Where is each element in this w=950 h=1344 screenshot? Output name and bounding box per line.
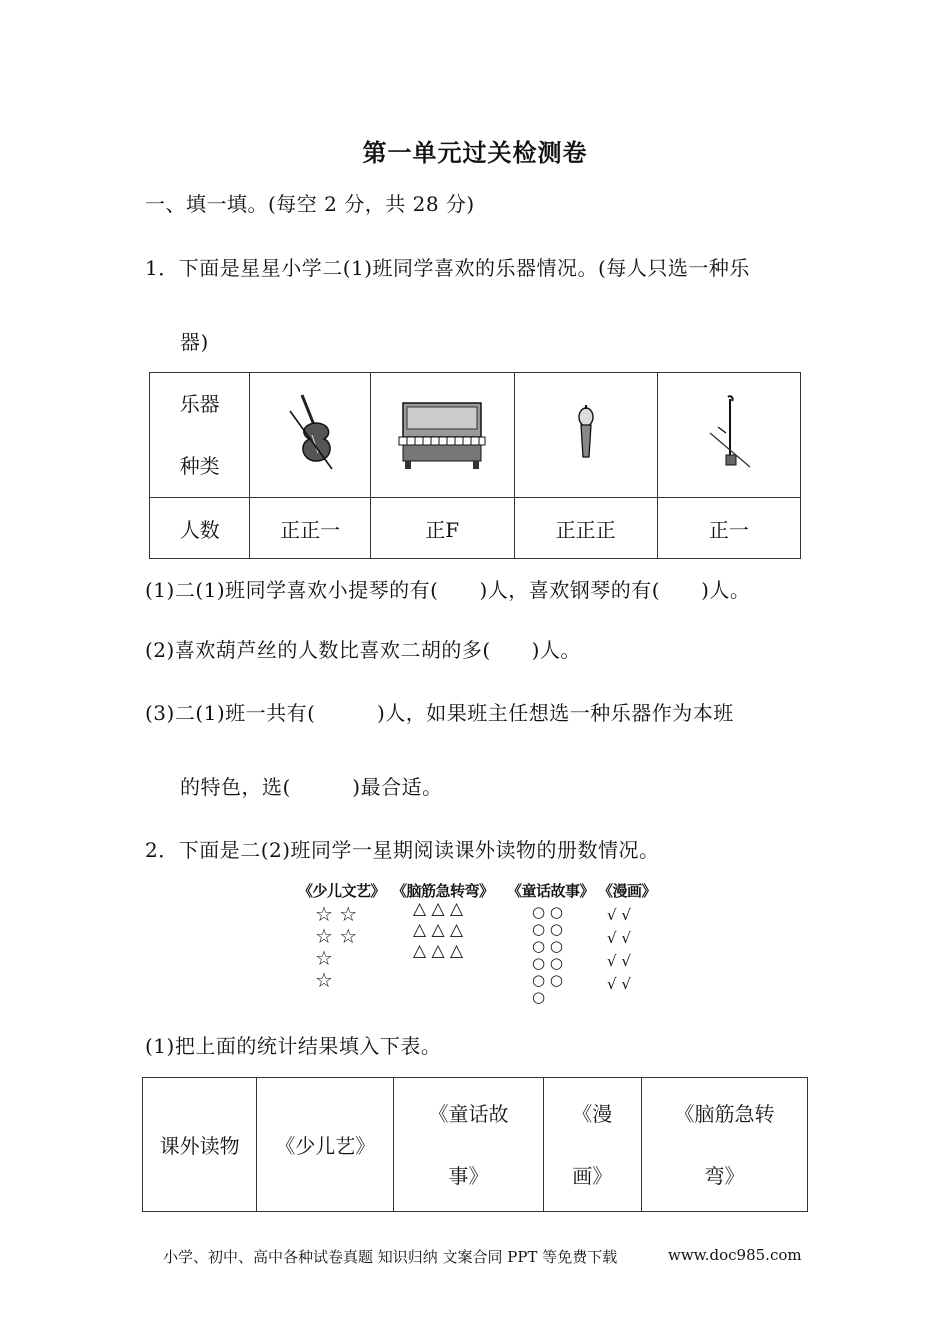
reading-header-label: 课外读物	[143, 1078, 257, 1212]
instrument-cell	[514, 373, 657, 498]
erhu-icon	[704, 393, 754, 473]
question-2-line: 2．下面是二(2)班同学一星期阅读课外读物的册数情况。	[145, 838, 660, 862]
section-heading: 一、填一填。(每空 2 分，共 28 分)	[145, 192, 475, 216]
head-count-label: 人数	[150, 498, 250, 559]
reading-table	[142, 1077, 808, 1212]
tally-violin: 正正一	[250, 498, 371, 559]
question-1-line-2: 器)	[180, 330, 209, 354]
reading-header-shaoer: 《少儿艺》	[257, 1078, 394, 1212]
question-1-sub-3-line-2: 的特色，选( )最合适。	[180, 775, 443, 799]
question-1-line-1: 1．下面是星星小学二(1)班同学喜欢的乐器情况。(每人只选一种乐	[145, 256, 750, 280]
footer-url[interactable]: www.doc985.com	[668, 1246, 802, 1264]
tally-piano: 正F	[370, 498, 514, 559]
book-heading-shaoer: 《少儿文艺》	[298, 882, 386, 900]
instrument-table	[149, 372, 801, 559]
instrument-cell	[370, 373, 514, 498]
question-2-sub-1: (1)把上面的统计结果填入下表。	[145, 1034, 442, 1058]
question-1-sub-1: (1)二(1)班同学喜欢小提琴的有( )人，喜欢钢琴的有( )人。	[145, 578, 751, 602]
reading-header-manhua: 《漫 画》	[543, 1078, 642, 1212]
piano-icon	[397, 395, 487, 471]
book-heading-manhua: 《漫画》	[598, 882, 657, 900]
violin-icon	[280, 393, 340, 473]
question-1-sub-2: (2)喜欢葫芦丝的人数比喜欢二胡的多( )人。	[145, 638, 581, 662]
circle-marks: ○ ○ ○ ○ ○ ○ ○ ○ ○ ○ ○	[532, 903, 563, 1006]
page-title: 第一单元过关检测卷	[362, 138, 588, 167]
instrument-cell	[657, 373, 800, 498]
book-heading-naojin: 《脑筋急转弯》	[392, 882, 494, 900]
triangle-marks: △ △ △ △ △ △ △ △ △	[413, 899, 464, 961]
instrument-type-label: 乐器 种类	[150, 373, 250, 498]
book-heading-tonghua: 《童话故事》	[507, 882, 595, 900]
instrument-cell	[250, 373, 371, 498]
question-1-sub-3-line-1: (3)二(1)班一共有( )人，如果班主任想选一种乐器作为本班	[145, 701, 734, 725]
tally-hulusi: 正正正	[514, 498, 657, 559]
hulusi-icon	[571, 403, 601, 463]
footer-text: 小学、初中、高中各种试卷真题 知识归纳 文案合同 PPT 等免费下载	[163, 1248, 618, 1266]
star-marks: ☆ ☆ ☆ ☆ ☆ ☆	[315, 902, 358, 992]
reading-header-naojin: 《脑筋急转 弯》	[642, 1078, 808, 1212]
check-marks: √ √ √ √ √ √ √ √	[607, 906, 631, 993]
tally-erhu: 正一	[657, 498, 800, 559]
reading-header-tonghua: 《童话故 事》	[394, 1078, 543, 1212]
